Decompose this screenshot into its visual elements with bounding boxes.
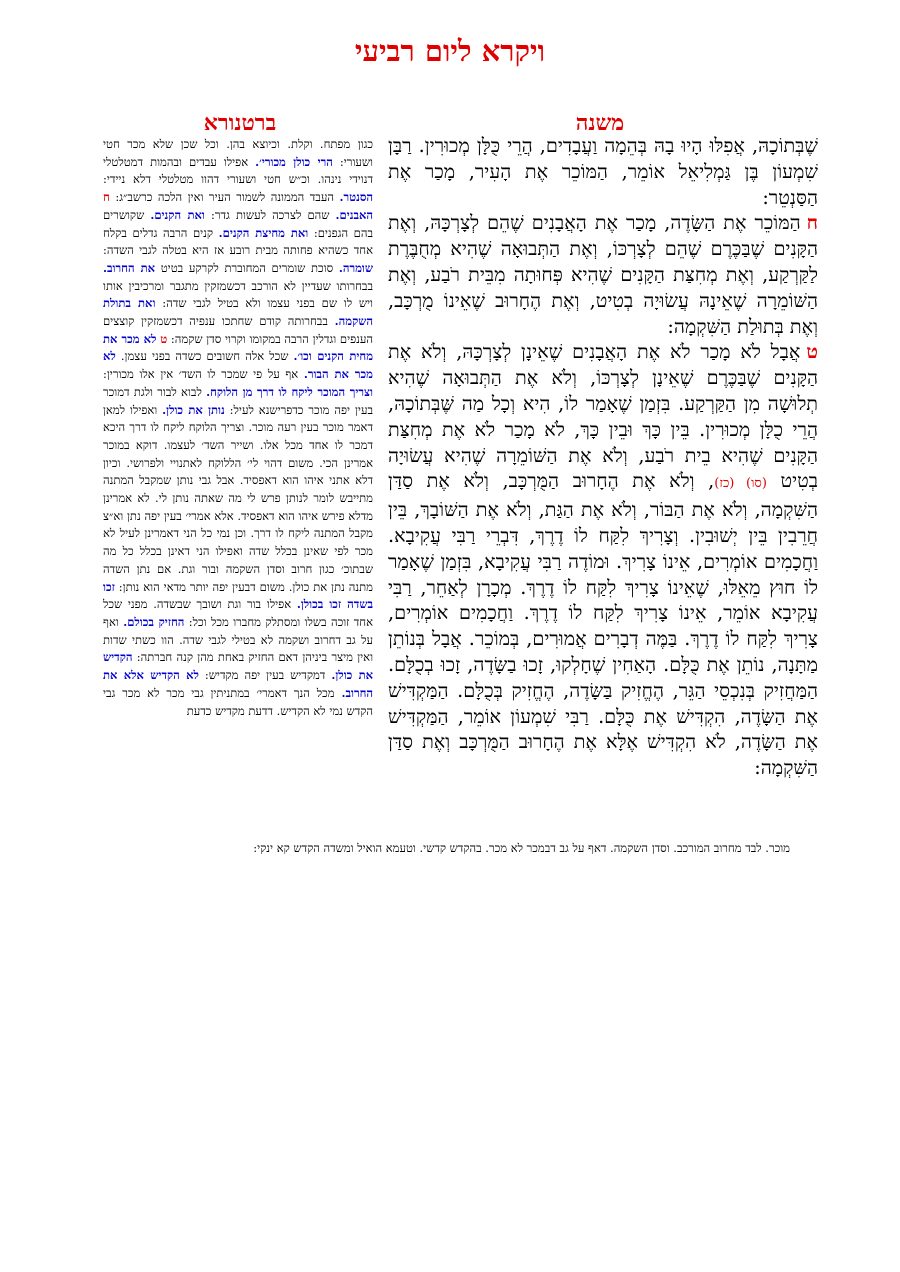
commentary-text: העבד הממונה לשמור העיר ואין הלכה כרשב״ג:	[115, 190, 334, 205]
commentary-text: ואף על גב דחרוב ושקמה לא בטילי לגבי שדה. הוו כשתי שדות ואין מיצר ביניהן דאם החזיק באחת מהן קנה חברתה:	[103, 614, 374, 665]
commentary-continuation: מוכר. לבד מחרוב המורכב. וסדן השקמה. דאף על גב דבמכר לא מכר. בהקדש קדשי. וטעמא הואיל ומשדה הקדש קא ינקי:	[253, 841, 790, 855]
commentary-text: כגון מפתח. וקלת. וכיוצא בהן. וכל שכן שלא מכר חטי ושעורי:	[103, 137, 373, 169]
segment-letter: ח	[806, 211, 818, 235]
bartenura-text-column	[103, 136, 373, 720]
commentary-heading: את החרוב.	[103, 260, 156, 275]
segment-text: הַמּוֹכֵר אֶת הַשָּׂדֶה, מָכַר אֶת הָאֲבָנִים שֶׁהֵם לְצָרְכָּהּ, וְאֶת הַקָּנִים שֶׁבַּכֶּרֶם שֶׁהֵם לְצָרְכּוֹ, וְאֶת הַתְּבוּאָה שֶׁהִיא מְחֻבֶּרֶת לַקַּרְקַע, וְאֶת מְחִצַּת הַקָּנִים שֶׁהִיא פְּחוּתָה מִבֵּית רֹבַע, וְאֶת הַשּׁוֹמֵרָה שֶׁאֵינָהּ עֲשׂוּיָה בְטִיט, וְאֶת הֶחָרוּב שֶׁאֵינוֹ מֻרְכָּב, וְאֶת בְּתוּלַת הַשִּׁקְמָה:	[388, 211, 818, 338]
commentary-text: מכל הנך דאמרי׳ במתניתין גבי מכר לא מכר גבי הקדש נמי לא הקדיש. דדעת מקדיש כדעת	[103, 685, 373, 718]
commentary-heading: ואת מחיצת הקנים.	[218, 225, 309, 240]
commentary-text: אפילו בור וגת ושובך שבשדה. מפני שכל אחד זוכה בשלו ומסתלק מחברו מכל וכל:	[103, 597, 373, 629]
commentary-text: ואפילו למאן דאמר מוכר בעין רעה מוכר. וצריך הלוקח ליקח לו דרך היכא דמכר לו אחד מכל אלו. ושייר השד׳ לעצמו. דוקא במוכר אמרינן הכי. משום דהוי לי׳ הללוקח לאתנויי ולפרושי. וכיון דלא אתני איהו הוא דאפסיד. אבל גבי נותן שמקבל המתנה מתייבש לומר לנותן פרש לי מה שאתה נותן לי. לא אמרינן מדלא פירש איהו הוא דאפסיד. אלא אמרי׳ בעין יפה נתן וא״צ מקבל המתנה ליקח לו דרך. וכן נמי כל הני דאמרינן לעיל לא מכר לפי שאינן בכלל שדה ואפילו הני דאינן בכלל כל מה שבתוכ׳ כגון חרוב וסדן השקמה ובור וגת. אם נתן השדה מתנה נתן את כולן. משום דבעין יפה יותר מדאי הוא נותן:	[103, 402, 373, 594]
commentary-text: לבוא לבור ולגת דמוכר בעין יפה מוכר כדפרישנא לעיל:	[103, 384, 373, 417]
commentary-heading: זכו בשדה זכו בכולן.	[103, 579, 374, 612]
commentary-heading: החזיק בכולם.	[123, 614, 185, 629]
commentary-heading: שומרה.	[338, 260, 374, 275]
bartenura-heading: ברטנורא	[203, 110, 277, 136]
segment-letter: ח	[103, 190, 110, 205]
commentary-heading: האבנים.	[335, 207, 374, 222]
commentary-heading: הקדיש את כולן.	[103, 650, 374, 683]
commentary-heading: לא מכר את מחית הקנים וכו׳.	[103, 331, 374, 364]
mishna-segment-9	[388, 339, 818, 781]
mishna-text-column	[388, 133, 818, 781]
segment-letter: ט	[806, 340, 818, 364]
commentary-heading: ואת בתולת השקמה.	[103, 296, 373, 329]
commentary-text: אפילו עבדים ובהמות דמטלטלי דנוידי נינהו. וכ״ש חטי ושעורי דהוו מטלטלי דלא ניידי:	[103, 154, 373, 187]
mishna-heading: משנה	[575, 110, 625, 136]
commentary-heading: לא הקדיש אלא את החרוב.	[103, 668, 374, 700]
commentary-heading: וצריך המוכר ליקח לו דרך מן הלוקח.	[206, 384, 374, 399]
segment-text: , וְלֹא אֶת הֶחָרוּב הַמֻּרְכָּב, וְלֹא אֶת סַדַּן הַשִּׁקְמָה, וְלֹא אֶת הַבּוֹר, וְלֹא אֶת הַגַּת, וְלֹא אֶת הַשּׁוֹבָךְ, בֵּין חֲרֵבִין בֵּין יְשׁוּבִין. וְצָרִיךְ לִקַּח לוֹ דֶרֶךְ, דִּבְרֵי רַבִּי עֲקִיבָא. וַחֲכָמִים אוֹמְרִים, אֵינוֹ צָרִיךְ. וּמוֹדֶה רַבִּי עֲקִיבָא, בִּזְמַן שֶׁאָמַר לוֹ חוּץ מֵאֵלּוּ, שֶׁאֵינוֹ צָרִיךְ לִקַּח לוֹ דֶרֶךְ. מְכָרָן לְאַחֵר, רַבִּי עֲקִיבָא אוֹמֵר, אֵינוֹ צָרִיךְ לִקַּח לוֹ דֶרֶךְ. וַחֲכָמִים אוֹמְרִים, צָרִיךְ לִקַּח לוֹ דֶרֶךְ. בַּמֶּה דְבָרִים אֲמוּרִים, בְּמוֹכֵר. אֲבָל בְּנוֹתֵן מַתָּנָה, נוֹתֵן אֶת כֻּלָּם. הָאַחִין שֶׁחָלְקוּ, זָכוּ בַשָּׂדֶה, זָכוּ בְכֻלָּם. הַמַּחֲזִיק בְּנִכְסֵי הַגֵּר, הֶחֱזִיק בַּשָּׂדֶה, הֶחֱזִיק בְּכֻלָּם. הַמַּקְדִּישׁ אֶת הַשָּׂדֶה, הִקְדִּישׁ אֶת כֻּלָּם. רַבִּי שִׁמְעוֹן אוֹמֵר, הַמַּקְדִּישׁ אֶת הַשָּׂדֶה, לֹא הִקְדִּישׁ אֶלָּא אֶת הֶחָרוּב הַמֻּרְכָּב וְאֶת סַדַּן הַשִּׁקְמָה:	[388, 469, 818, 780]
segment-letter: ט	[160, 331, 168, 346]
commentary-text: קנים הרבה גדלים בקלח אחד כשהיא פחותה מבית רובע אז היא בטלה לגבי השדה:	[103, 225, 373, 258]
commentary-text: בבחרותה קודם שחתכו ענפיה דכשמזקין קוצצים הענפים וגדלין הרבה במקומו וקרוי סדן שקמה:	[103, 314, 373, 346]
commentary-text: אף על פי שמכר לו השד׳ אין אלו מכורין:	[103, 367, 299, 382]
segment-text: אֲבָל לֹא מָכַר לֹא אֶת הָאֲבָנִים שֶׁאֵינָן לְצָרְכָּהּ, וְלֹא אֶת הַקָּנִים שֶׁבַּכֶּרֶם שֶׁאֵינָן לְצָרְכּוֹ, וְלֹא אֶת הַתְּבוּאָה שֶׁהִיא תְלוּשָׁה מִן הַקַּרְקַע. בִּזְמַן שֶׁאָמַר לוֹ, הִיא וְכָל מַה שֶּׁבְּתוֹכָהּ, הֲרֵי כֻלָּן מְכוּרִין. בֵּין כָּךְ וּבֵין כָּךְ, לֹא מָכַר לֹא אֶת מְחִצַּת הַקָּנִים שֶׁהִיא בֵית רֹבַע, וְלֹא אֶת הַשּׁוֹמֵרָה שֶׁהִיא עֲשׂוּיָה בְטִיט	[388, 340, 818, 493]
page-title: ויקרא ליום רביעי	[354, 34, 546, 68]
commentary-heading: לא מכר את הבור.	[103, 349, 373, 382]
mishna-intro: שֶׁבְּתוֹכָהּ, אֲפִלּוּ הָיוּ בָהּ בְּהֵמָה וַעֲבָדִים, הֲרֵי כֻּלָּן מְכוּרִין. רַבָּן שִׁמְעוֹן בֶּן גַּמְלִיאֵל אוֹמֵר, הַמּוֹכֵר אֶת הָעִיר, מָכַר אֶת הַסַּנְטֵר:	[388, 134, 818, 209]
commentary-text: סוכת שומרים המחוברת לקרקע בטיט	[160, 260, 334, 275]
commentary-heading: הרי כולן מכורי׳.	[255, 154, 333, 169]
commentary-text: בבחרותו שעדיין לא הורכב דכשמזקין מתגבר ומרכיבין אותו ויש לו שם בפני עצמו ולא בטיל לגבי שדה:	[103, 278, 374, 311]
mishna-segment-8	[388, 210, 818, 339]
commentary-heading: ואת הקנים.	[150, 207, 205, 222]
commentary-text: שכל אלה חשובים כשדה בפני עצמן.	[120, 349, 289, 364]
commentary-text: שקושרים בהם הגפנים:	[103, 207, 374, 240]
footnote-reference[interactable]: (סו) (כז)	[714, 476, 767, 492]
commentary-heading: נותן את כולן.	[162, 402, 225, 417]
commentary-heading: הסנטר.	[339, 190, 374, 205]
commentary-text: שהם לצרכה לעשות גדר:	[211, 207, 330, 222]
commentary-text: דמקדיש בעין יפה מקדיש:	[204, 668, 326, 683]
